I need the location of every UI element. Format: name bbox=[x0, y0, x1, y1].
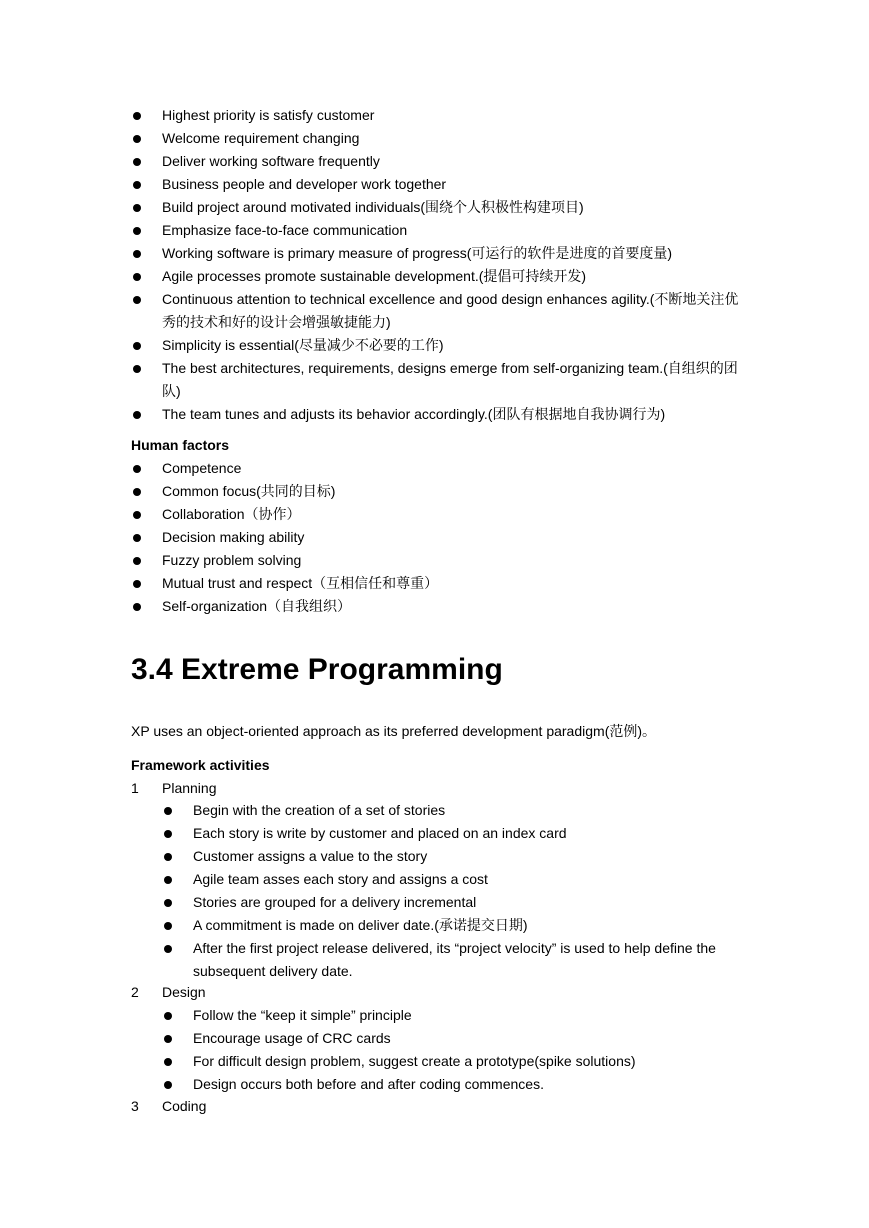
activity-number: 2 bbox=[131, 984, 139, 1000]
activity-planning bbox=[131, 777, 217, 800]
human-factors-heading: Human factors bbox=[131, 437, 230, 453]
bullet-icon bbox=[133, 296, 141, 304]
bullet-icon bbox=[133, 465, 141, 473]
list-item: Competence bbox=[162, 457, 722, 480]
bullet-icon bbox=[133, 488, 141, 496]
list-item: Working software is primary measure of progress(可运行的软件是进度的首要度量) bbox=[162, 242, 752, 265]
bullet-icon bbox=[164, 922, 172, 930]
list-item: Build project around motivated individuals(围绕个人积极性构建项目) bbox=[162, 196, 752, 219]
list-item: Follow the “keep it simple” principle bbox=[193, 1004, 753, 1027]
list-item: Deliver working software frequently bbox=[162, 150, 752, 173]
bullet-icon bbox=[133, 112, 141, 120]
human-factors-list bbox=[162, 457, 722, 618]
activity-name: Planning bbox=[162, 780, 217, 796]
bullet-icon bbox=[133, 511, 141, 519]
design-list bbox=[193, 1004, 753, 1096]
list-item: Mutual trust and respect（互相信任和尊重） bbox=[162, 572, 722, 595]
list-item: Self-organization（自我组织） bbox=[162, 595, 722, 618]
bullet-icon bbox=[133, 411, 141, 419]
list-item: Each story is write by customer and placed on an index card bbox=[193, 822, 753, 845]
list-item: After the first project release delivered, its “project velocity” is used to help define the subsequent delivery date. bbox=[193, 937, 753, 983]
list-item: Customer assigns a value to the story bbox=[193, 845, 753, 868]
activity-number: 3 bbox=[131, 1098, 139, 1114]
bullet-icon bbox=[164, 899, 172, 907]
bullet-icon bbox=[164, 1035, 172, 1043]
bullet-icon bbox=[133, 250, 141, 258]
bullet-icon bbox=[164, 876, 172, 884]
list-item: Common focus(共同的目标) bbox=[162, 480, 722, 503]
bullet-icon bbox=[133, 273, 141, 281]
section-title: 3.4 Extreme Programming bbox=[131, 653, 503, 686]
list-item: Begin with the creation of a set of stories bbox=[193, 799, 753, 822]
list-item: A commitment is made on deliver date.(承诺提交日期) bbox=[193, 914, 753, 937]
bullet-icon bbox=[133, 227, 141, 235]
bullet-icon bbox=[164, 1081, 172, 1089]
list-item: Design occurs both before and after coding commences. bbox=[193, 1073, 753, 1096]
bullet-icon bbox=[164, 1058, 172, 1066]
bullet-icon bbox=[133, 135, 141, 143]
list-item: Agile team asses each story and assigns a cost bbox=[193, 868, 753, 891]
bullet-icon bbox=[133, 204, 141, 212]
bullet-icon bbox=[164, 807, 172, 815]
list-item: Agile processes promote sustainable development.(提倡可持续开发) bbox=[162, 265, 752, 288]
bullet-icon bbox=[133, 580, 141, 588]
bullet-icon bbox=[133, 342, 141, 350]
list-item: Simplicity is essential(尽量减少不必要的工作) bbox=[162, 334, 752, 357]
list-item: Continuous attention to technical excellence and good design enhances agility.(不断地关注优秀的技术和好的设计会增强敏捷能力) bbox=[162, 288, 752, 334]
intro-paragraph: XP uses an object-oriented approach as its preferred development paradigm(范例)。 bbox=[131, 723, 657, 739]
activity-name: Coding bbox=[162, 1098, 207, 1114]
bullet-icon bbox=[133, 557, 141, 565]
bullet-icon bbox=[164, 945, 172, 953]
bullet-icon bbox=[164, 830, 172, 838]
list-item: Collaboration（协作） bbox=[162, 503, 722, 526]
list-item: Welcome requirement changing bbox=[162, 127, 752, 150]
list-item: Decision making ability bbox=[162, 526, 722, 549]
activity-name: Design bbox=[162, 984, 206, 1000]
agile-principles-list bbox=[162, 104, 752, 426]
bullet-icon bbox=[133, 365, 141, 373]
list-item: Business people and developer work together bbox=[162, 173, 752, 196]
planning-list bbox=[193, 799, 753, 983]
activity-design bbox=[131, 981, 206, 1004]
list-item: Emphasize face-to-face communication bbox=[162, 219, 752, 242]
list-item: Highest priority is satisfy customer bbox=[162, 104, 752, 127]
list-item: The team tunes and adjusts its behavior accordingly.(团队有根据地自我协调行为) bbox=[162, 403, 752, 426]
framework-heading: Framework activities bbox=[131, 757, 270, 773]
bullet-icon bbox=[133, 158, 141, 166]
bullet-icon bbox=[133, 181, 141, 189]
list-item: Encourage usage of CRC cards bbox=[193, 1027, 753, 1050]
list-item: For difficult design problem, suggest create a prototype(spike solutions) bbox=[193, 1050, 753, 1073]
activity-coding bbox=[131, 1095, 206, 1118]
bullet-icon bbox=[164, 1012, 172, 1020]
list-item: The best architectures, requirements, designs emerge from self-organizing team.(自组织的团队) bbox=[162, 357, 752, 403]
bullet-icon bbox=[133, 534, 141, 542]
list-item: Fuzzy problem solving bbox=[162, 549, 722, 572]
bullet-icon bbox=[133, 603, 141, 611]
bullet-icon bbox=[164, 853, 172, 861]
activity-number: 1 bbox=[131, 780, 139, 796]
list-item: Stories are grouped for a delivery incremental bbox=[193, 891, 753, 914]
